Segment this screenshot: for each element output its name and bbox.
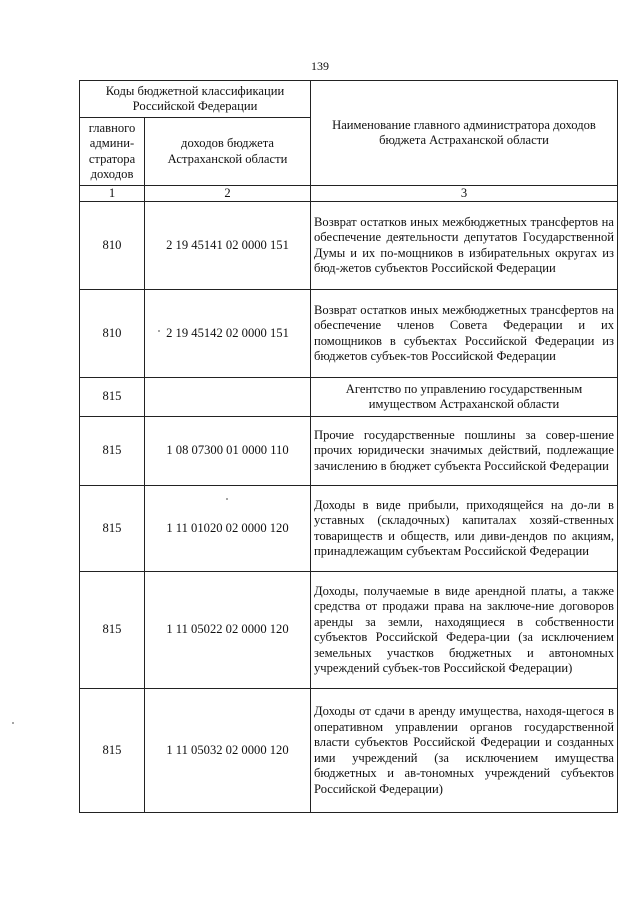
scan-speck — [12, 722, 14, 724]
admin-code-cell: 810 — [80, 202, 145, 290]
revenue-name-cell: Доходы от сдачи в аренду имущества, находя-щегося в оперативном управлении органов государственной власти субъектов Российской Федерации и созданных ими учреждений (за исключением имущества бюджетных и ав-тономных учреждений субъектов Российской Федерации) — [311, 689, 618, 813]
revenue-name-cell: Возврат остатков иных межбюджетных трансфертов на обеспечение членов Совета Федерации и их помощников в субъектах Российской Федерации из бюджетов субъек-тов Российской Федерации — [311, 290, 618, 378]
budget-classification-table — [79, 80, 618, 813]
header-codes-group: Коды бюджетной классификации Российской Федерации — [80, 81, 311, 118]
table-row — [80, 378, 618, 417]
scan-speck — [226, 498, 228, 500]
revenue-name-cell: Доходы в виде прибыли, приходящейся на до-ли в уставных (складочных) капиталах хозяй-ственных товариществ и обществ, или диви-дендов по акциям, принадлежащим субъектам Российской Федерации — [311, 486, 618, 572]
revenue-code-cell: 1 08 07300 01 0000 110 — [145, 417, 311, 486]
revenue-code-cell: 1 11 05032 02 0000 120 — [145, 689, 311, 813]
revenue-code-cell: 2 19 45141 02 0000 151 — [145, 202, 311, 290]
revenue-name-cell: Доходы, получаемые в виде арендной платы, а также средства от продажи права на заключе-ние договоров аренды за земли, находящиеся в собственности субъектов Российской Федера-ции (за исключением земельных участков бюджетных и автономных учреждений субъек-тов Российской Федерации) — [311, 572, 618, 689]
revenue-code-cell: 1 11 05022 02 0000 120 — [145, 572, 311, 689]
revenue-name-cell: Возврат остатков иных межбюджетных трансфертов на обеспечение деятельности депутатов Государственной Думы и их по-мощников в избирательных округах из бюд-жетов субъектов Российской Федерации — [311, 202, 618, 290]
header-revenue-code: доходов бюджета Астраханской области — [145, 118, 311, 186]
table-header-row — [80, 81, 618, 118]
page-number: 139 — [311, 59, 329, 73]
column-number-row — [80, 186, 618, 202]
agency-name-cell: Агентство по управлению государственным имуществом Астраханской области — [311, 378, 618, 417]
admin-code-cell: 815 — [80, 572, 145, 689]
admin-code-cell: 815 — [80, 689, 145, 813]
revenue-code-cell: 1 11 01020 02 0000 120 — [145, 486, 311, 572]
admin-code-cell: 815 — [80, 486, 145, 572]
revenue-code-cell — [145, 378, 311, 417]
table-row — [80, 572, 618, 689]
admin-code-cell: 815 — [80, 417, 145, 486]
header-main-admin: главного админи-стратора доходов — [80, 118, 145, 186]
revenue-name-cell: Прочие государственные пошлины за совер-шение прочих юридически значимых действий, подлежащие зачислению в бюджет субъекта Российской Федерации — [311, 417, 618, 486]
header-admin-name: Наименование главного администратора доходов бюджета Астраханской области — [311, 81, 618, 186]
column-number-3: 3 — [311, 186, 618, 202]
column-number-2: 2 — [145, 186, 311, 202]
table-row — [80, 486, 618, 572]
table-row — [80, 689, 618, 813]
column-number-1: 1 — [80, 186, 145, 202]
admin-code-cell: 810 — [80, 290, 145, 378]
revenue-code-cell: 2 19 45142 02 0000 151 — [145, 290, 311, 378]
table-row — [80, 417, 618, 486]
admin-code-cell: 815 — [80, 378, 145, 417]
scan-speck — [158, 330, 160, 332]
table-row — [80, 202, 618, 290]
table-row — [80, 290, 618, 378]
